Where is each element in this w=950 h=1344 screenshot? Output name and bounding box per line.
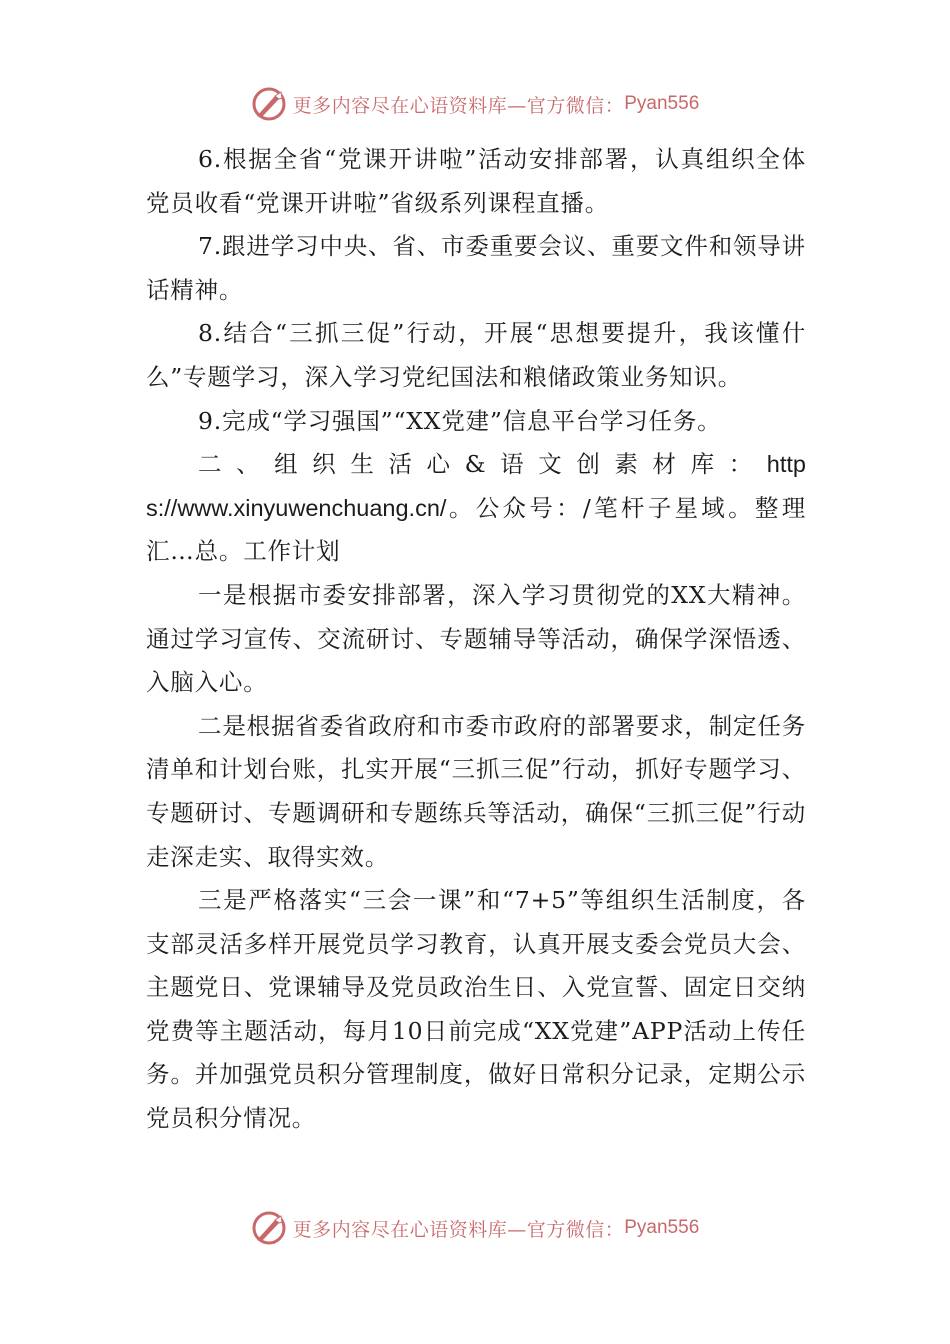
paragraph-item-7: 7.跟进学习中央、省、市委重要会议、重要文件和领导讲话精神。 (146, 232, 806, 304)
section-heading-suffix: 。公众号：/笔杆子星域。整理汇…总。工作计划 (146, 493, 806, 566)
resource-url-link[interactable]: https://www.xinyuwenchuang.cn/ (146, 451, 806, 521)
section-heading-prefix: 二、组织生活心&语文创素材库： (198, 450, 767, 479)
paragraph-item-9: 9.完成“学习强国”“XX党建”信息平台学习任务。 (198, 406, 722, 435)
pen-logo-icon (251, 1210, 287, 1246)
banner-text: 更多内容尽在心语资料库—官方微信： (292, 94, 625, 117)
plan-item-1: 一是根据市委安排部署，深入学习贯彻党的XX大精神。通过学习宣传、交流研讨、专题辅导等活动，确保学深悟透、入脑入心。 (146, 580, 806, 697)
paragraph-item-6: 6.根据全省“党课开讲啦”活动安排部署，认真组织全体党员收看“党课开讲啦”省级系列课程直播。 (146, 145, 806, 217)
header-banner (0, 84, 950, 124)
section-heading-2 (146, 443, 806, 574)
document-body (146, 138, 806, 1141)
banner-text: 更多内容尽在心语资料库—官方微信： (292, 1218, 625, 1241)
plan-item-2: 二是根据省委省政府和市委市政府的部署要求，制定任务清单和计划台账，扎实开展“三抓三促”行动，抓好专题学习、专题研讨、专题调研和专题练兵等活动，确保“三抓三促”行动走深走实、取得实效。 (146, 711, 806, 871)
footer-banner (0, 1208, 950, 1248)
pen-logo-icon (251, 86, 287, 122)
banner-wechat-id: Pyan556 (624, 1217, 700, 1238)
plan-item-3: 三是严格落实“三会一课”和“7+5”等组织生活制度，各支部灵活多样开展党员学习教育，认真开展支委会党员大会、主题党日、党课辅导及党员政治生日、入党宣誓、固定日交纳党费等主题活动，每月10日前完成“XX党建”APP活动上传任务。并加强党员积分管理制度，做好日常积分记录，定期公示党员积分情况。 (146, 886, 806, 1133)
paragraph-item-8: 8.结合“三抓三促”行动，开展“思想要提升，我该懂什么”专题学习，深入学习党纪国法和粮储政策业务知识。 (146, 319, 806, 391)
banner-wechat-id: Pyan556 (624, 93, 700, 114)
